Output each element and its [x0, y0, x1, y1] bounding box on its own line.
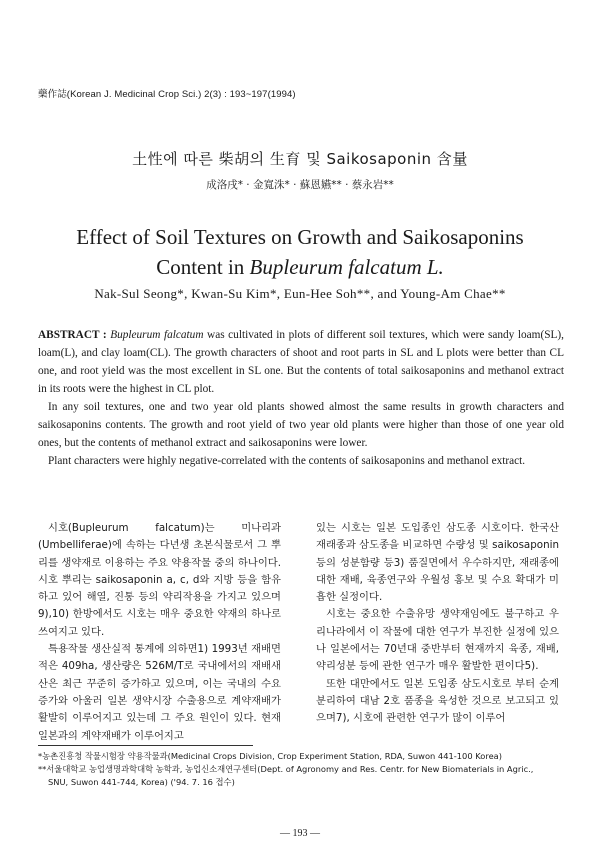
abstract: [38, 326, 564, 470]
abstract-paragraph-3: Plant characters were highly negative-correlated with the contents of saikosaponins and methanol extract.: [48, 455, 526, 467]
english-title: [0, 222, 600, 282]
abstract-paragraph-2: In any soil textures, one and two year old plants showed almost the same results in growth characters and saikosaponins contents. The growth and root yield of two year old plants were higher than those of one year old ones, but the contents of methanol extract and saikosaponins were lower.: [38, 401, 564, 449]
korean-authors: 成洛戌* · 金寬洙* · 蘇恩嬿** · 蔡永岩**: [206, 179, 394, 191]
abstract-p1-text: was cultivated in plots of different soil textures, which were sandy loam(SL), loam(L), and clay loam(CL). The growth characters of shoot and root parts in SL and L plots were better than CL one, and root yield was the most excellent in SL one. But the contents of total saikosaponins and methanol extract in its roots were the highest in CL plot.: [38, 329, 565, 395]
body-paragraph: 있는 시호는 일본 도입종인 삼도종 시호이다. 한국산 재래종과 삼도종을 비교하면 수량성 및 saikosaponin 등의 성분함량 등3) 품질면에서 우수하지만, 재래종에 대한 재배, 육종연구와 우월성 홍보 및 수요 확대가 미흡한 실정이다.: [316, 522, 559, 604]
english-title-line1: Effect of Soil Textures on Growth and Saikosaponins: [76, 225, 524, 249]
footnote-affiliation-2-cont: SNU, Suwon 441-744, Korea) ('94. 7. 16 접수): [48, 777, 235, 787]
footnote-affiliation-1: *농촌진흥청 작물시험장 약용작물과(Medicinal Crops Division, Crop Experiment Station, RDA, Suwon 441-100 Korea): [38, 751, 502, 761]
journal-citation: 藥作誌(Korean J. Medicinal Crop Sci.) 2(3) : 193~197(1994): [38, 89, 296, 100]
korean-title: 土性에 따른 柴胡의 生育 및 Saikosaponin 含量: [132, 150, 468, 168]
footnote-affiliation-2: **서울대학교 농업생명과학대학 농학과, 농업신소재연구센터(Dept. of Agronomy and Res. Centr. for New Biomaterials in Agric.,: [38, 764, 534, 774]
abstract-label: ABSTRACT :: [38, 329, 111, 341]
english-title-prefix: Content in: [156, 255, 250, 279]
right-column: [316, 520, 559, 728]
footnote-divider: [38, 745, 253, 746]
left-column: [38, 520, 281, 745]
english-title-species: Bupleurum falcatum L.: [249, 255, 444, 279]
footnotes: [38, 750, 568, 789]
page-number: — 193 —: [280, 828, 320, 839]
body-paragraph: 특용작물 생산실적 통계에 의하면1) 1993년 재배면적은 409ha, 생산량은 526M/T로 국내에서의 재배새산은 최근 꾸준히 증가하고 있으며, 이는 국내의 수요증가와 아울러 일본 생약시장 수출용으로 계약재배가 활발히 이루어지고 있는데 그 주요 원인이 있다. 현재 일본과의 계약재배가 이루어지고: [38, 643, 281, 742]
body-paragraph: 시호는 중요한 수출유망 생약재임에도 불구하고 우리나라에서 이 작물에 대한 연구가 부진한 실정에 있으나 일본에서는 70년대 중반부터 현재까지 육종, 재배, 약리성분 등에 관한 연구가 매우 활발한 편이다5).: [316, 608, 559, 673]
body-paragraph: 또한 대만에서도 일본 도입종 삼도시호로 부터 순계분리하여 대남 2호 품종을 육성한 것으로 보고되고 있으며7), 시호에 관련한 연구가 많이 이루어: [316, 677, 559, 725]
abstract-paragraph-1: [38, 326, 564, 398]
abstract-species: Bupleurum falcatum: [110, 329, 204, 341]
body-paragraph: 시호(Bupleurum falcatum)는 미나리과(Umbelliferae)에 속하는 다년생 초본식물로서 그 뿌리를 생약재로 이용하는 주요 약용작물 중의 하나이다. 시호 뿌리는 saikosaponin a, c, d와 지방 등을 함유하고 있어 해열, 진통 등의 약리작용을 가지고 있으며9),10) 한방에서도 시호는 매우 중요한 약재의 하나로 쓰여지고 있다.: [38, 522, 281, 638]
english-authors: Nak-Sul Seong*, Kwan-Su Kim*, Eun-Hee Soh**, and Young-Am Chae**: [94, 286, 506, 301]
english-title-line2: [0, 252, 600, 282]
